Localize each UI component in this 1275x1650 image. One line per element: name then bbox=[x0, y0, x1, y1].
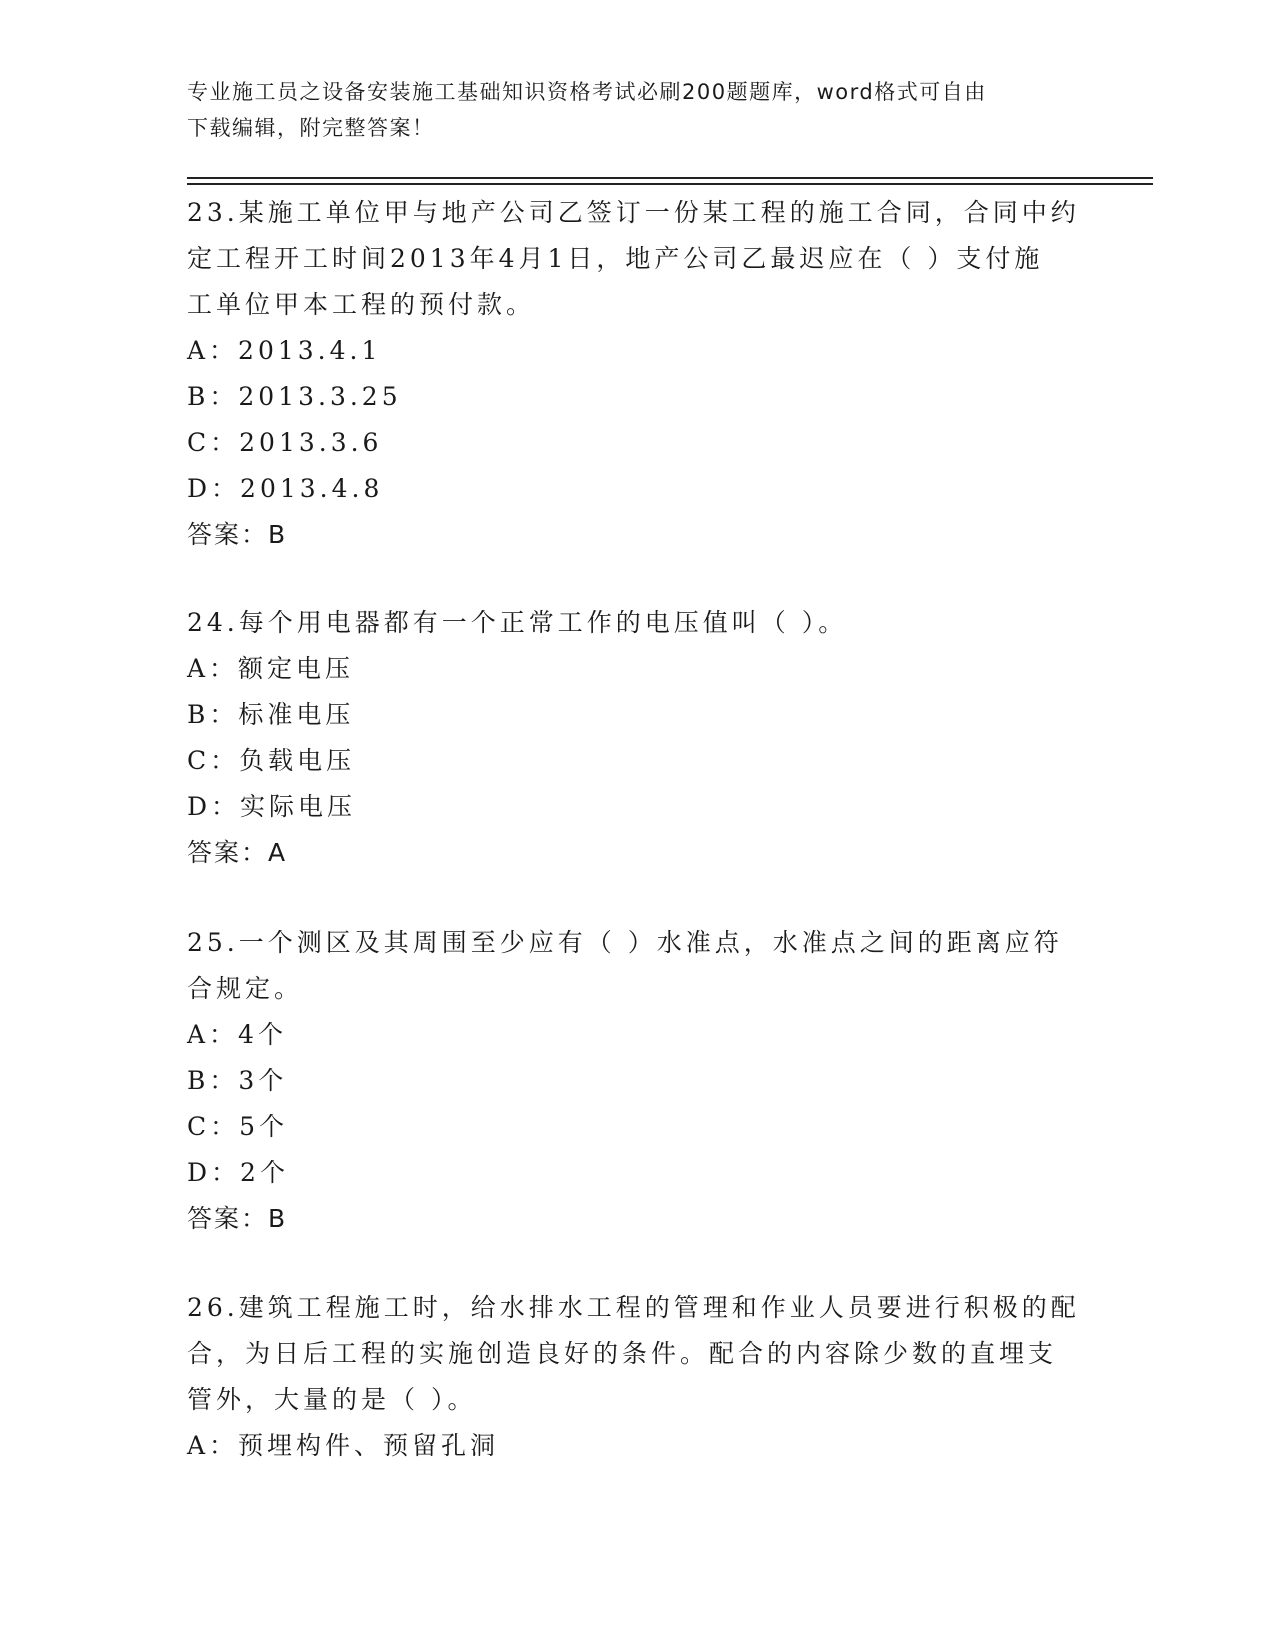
option-c: C：5个 bbox=[187, 1112, 289, 1141]
question-stem-line: 23.某施工单位甲与地产公司乙签订一份某工程的施工合同，合同中约 bbox=[187, 198, 1080, 227]
option-c: C：2013.3.6 bbox=[187, 428, 383, 457]
option-c: C：负载电压 bbox=[187, 746, 356, 775]
question-26 bbox=[187, 1285, 1087, 1469]
answer-line: 答案：A bbox=[187, 838, 288, 867]
question-23 bbox=[187, 190, 1087, 558]
option-d: D：2个 bbox=[187, 1158, 289, 1187]
question-stem-line: 合规定。 bbox=[187, 974, 304, 1003]
option-d: D：2013.4.8 bbox=[187, 474, 384, 503]
question-25 bbox=[187, 920, 1087, 1242]
option-a: A：2013.4.1 bbox=[187, 336, 382, 365]
answer-line: 答案：B bbox=[187, 520, 288, 549]
header-title-line-2: 下载编辑，附完整答案！ bbox=[187, 116, 435, 140]
header-title-line-1: 专业施工员之设备安装施工基础知识资格考试必刷200题题库，word格式可自由 bbox=[187, 80, 987, 104]
option-b: B：3个 bbox=[187, 1066, 288, 1095]
header-divider-top bbox=[187, 177, 1153, 179]
question-24 bbox=[187, 600, 1087, 876]
question-stem-line: 工单位甲本工程的预付款。 bbox=[187, 290, 536, 319]
question-stem-line: 合，为日后工程的实施创造良好的条件。配合的内容除少数的直埋支 bbox=[187, 1339, 1058, 1368]
question-stem-line: 24.每个用电器都有一个正常工作的电压值叫（ ）。 bbox=[187, 608, 848, 637]
document-header bbox=[187, 74, 1067, 146]
question-stem-line: 定工程开工时间2013年4月1日，地产公司乙最迟应在（ ）支付施 bbox=[187, 244, 1044, 273]
header-divider-bottom bbox=[187, 183, 1153, 185]
option-b: B：标准电压 bbox=[187, 700, 355, 729]
option-b: B：2013.3.25 bbox=[187, 382, 402, 411]
question-stem-line: 26.建筑工程施工时，给水排水工程的管理和作业人员要进行积极的配 bbox=[187, 1293, 1080, 1322]
question-stem-line: 管外，大量的是（ ）。 bbox=[187, 1385, 477, 1414]
option-a: A：额定电压 bbox=[187, 654, 355, 683]
option-a: A：预埋构件、预留孔洞 bbox=[187, 1431, 500, 1460]
answer-line: 答案：B bbox=[187, 1204, 288, 1233]
option-d: D：实际电压 bbox=[187, 792, 357, 821]
option-a: A：4个 bbox=[187, 1020, 287, 1049]
question-stem-line: 25.一个测区及其周围至少应有（ ）水准点，水准点之间的距离应符 bbox=[187, 928, 1063, 957]
